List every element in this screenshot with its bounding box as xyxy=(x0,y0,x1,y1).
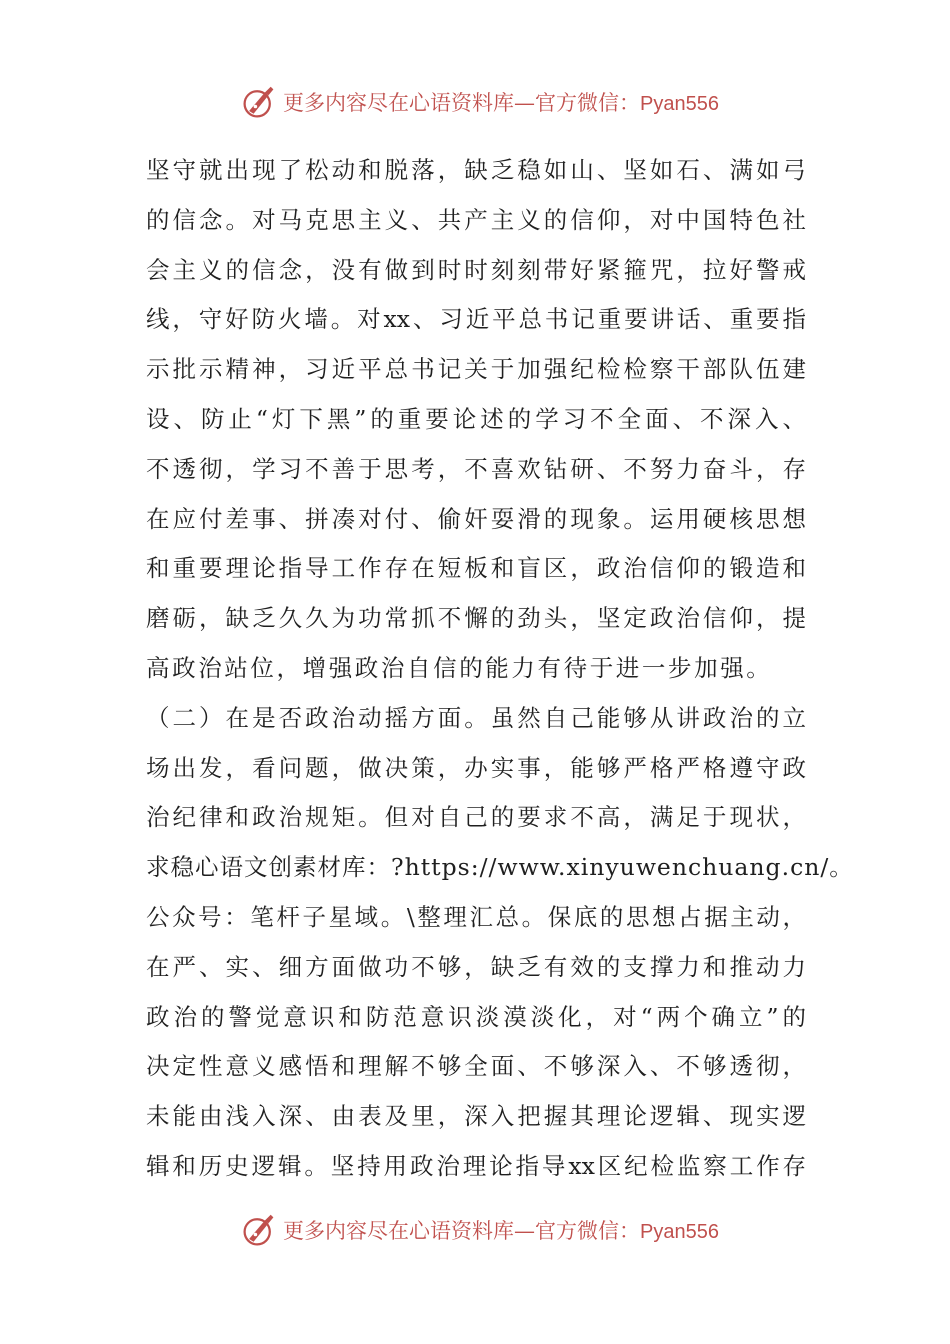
watermark-separator: — xyxy=(514,91,536,115)
body-line: 场出发，看问题，做决策，办实事，能够严格严格遵守政 xyxy=(146,753,806,782)
footer-watermark xyxy=(0,1210,950,1250)
watermark-text xyxy=(283,1215,719,1245)
body-line: 高政治站位，增强政治自信的能力有待于进一步加强。 xyxy=(146,653,773,682)
watermark-contact-id: Pyan556 xyxy=(640,1221,719,1243)
body-line: 在严、实、细方面做功不够，缺乏有效的支撑力和推动力 xyxy=(146,952,806,981)
body-line: （二）在是否政治动摇方面。虽然自己能够从讲政治的立 xyxy=(146,703,806,732)
body-line: 和重要理论指导工作存在短板和盲区，政治信仰的锻造和 xyxy=(146,554,806,583)
document-body xyxy=(146,146,854,1192)
body-line: 示批示精神，习近平总书记关于加强纪检检察干部队伍建 xyxy=(146,355,806,384)
body-line: 未能由浅入深、由表及里，深入把握其理论逻辑、现实逻 xyxy=(146,1102,806,1131)
body-line: 公众号：笔杆子星域。\整理汇总。保底的思想占据主动， xyxy=(146,902,806,931)
watermark-brand: 更多内容尽在心语资料库 xyxy=(283,1219,515,1243)
pen-nib-circle-icon xyxy=(241,84,277,120)
body-line: 决定性意义感悟和理解不够全面、不够深入、不够透彻， xyxy=(146,1052,806,1081)
watermark-group xyxy=(241,84,719,120)
body-line: 的信念。对马克思主义、共产主义的信仰，对中国特色社 xyxy=(146,205,806,234)
watermark-brand: 更多内容尽在心语资料库 xyxy=(283,91,515,115)
body-line: 在应付差事、拼凑对付、偷奸耍滑的现象。运用硬核思想 xyxy=(146,504,806,533)
body-line: 线，守好防火墙。对xx、习近平总书记重要讲话、重要指 xyxy=(146,305,806,334)
body-line: 政治的警觉意识和防范意识淡漠淡化，对“两个确立”的 xyxy=(146,1002,806,1031)
body-line: 磨砺，缺乏久久为功常抓不懈的劲头，坚定政治信仰，提 xyxy=(146,604,806,633)
watermark-separator: — xyxy=(514,1219,536,1243)
body-line: 坚守就出现了松动和脱落，缺乏稳如山、坚如石、满如弓 xyxy=(146,156,806,184)
header-watermark xyxy=(0,82,950,122)
body-line: 设、防止“灯下黑”的重要论述的学习不全面、不深入、 xyxy=(146,404,806,433)
body-line: 求稳心语文创素材库：?https://www.xinyuwenchuang.cn/。 xyxy=(146,853,854,882)
pen-nib-circle-icon xyxy=(241,1212,277,1248)
watermark-contact-label: 官方微信： xyxy=(535,1219,641,1243)
body-line: 不透彻，学习不善于思考，不喜欢钻研、不努力奋斗，存 xyxy=(146,454,806,483)
watermark-text xyxy=(283,87,719,117)
watermark-group xyxy=(241,1212,719,1248)
watermark-contact-id: Pyan556 xyxy=(640,93,719,115)
watermark-contact-label: 官方微信： xyxy=(535,91,641,115)
body-line: 辑和历史逻辑。坚持用政治理论指导xx区纪检监察工作存 xyxy=(146,1151,806,1180)
body-line: 治纪律和政治规矩。但对自己的要求不高，满足于现状， xyxy=(146,803,806,832)
body-line: 会主义的信念，没有做到时时刻刻带好紧箍咒，拉好警戒 xyxy=(146,255,806,284)
